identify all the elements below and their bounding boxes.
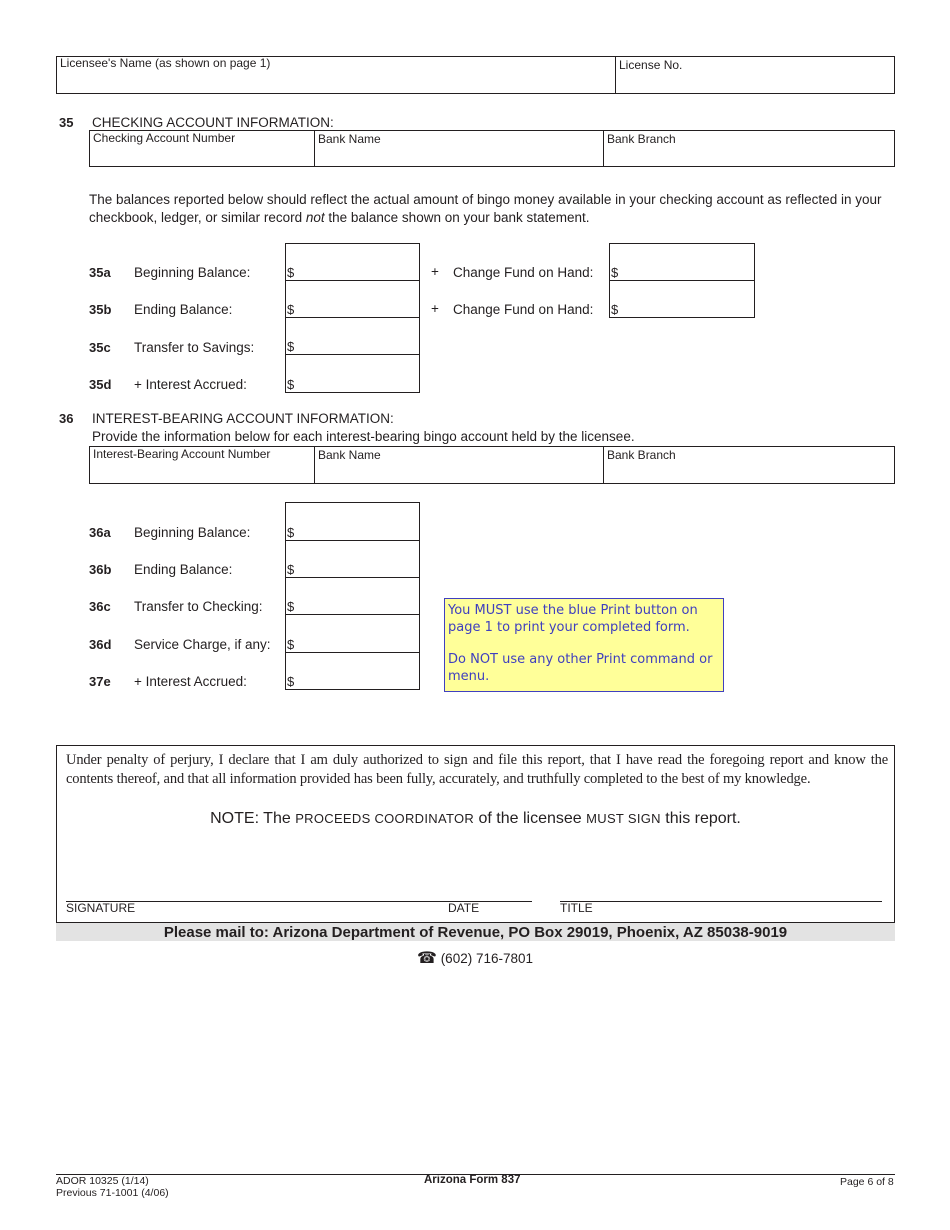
licensee-header-row [56,56,895,94]
print-instruction-note [444,598,724,692]
dollar-sign: $ [611,265,619,280]
dollar-sign: $ [287,265,295,280]
phone-icon: ☎ [416,948,437,967]
ending-balance-35b-field[interactable] [285,280,420,318]
license-no-input[interactable] [619,74,889,92]
row-number: 36c [89,599,111,614]
service-charge-36d-field[interactable] [285,614,420,653]
balance-instructions [89,191,901,227]
interest-account-number-label: Interest-Bearing Account Number [93,447,271,461]
note-must-sign: MUST SIGN [586,811,661,826]
amount-input[interactable] [296,262,414,278]
row-number: 35c [89,340,111,355]
amount-input[interactable] [296,559,414,575]
title-line[interactable] [560,901,882,902]
interest-accrued-37e-field[interactable] [285,652,420,690]
mailing-address-bar [56,923,895,941]
row-number: 35b [89,302,112,317]
licensee-name-input[interactable] [60,73,610,91]
bank-name-label: Bank Name [318,132,381,146]
ending-balance-36b-field[interactable] [285,540,420,578]
row-label: Beginning Balance: [134,265,251,280]
mailing-address: Please mail to: Arizona Department of Revenue, PO Box 29019, Phoenix, AZ 85038-9019 [163,924,788,941]
print-note-line-2: Do NOT use any other Print command or menu. [448,652,713,684]
row-label: Transfer to Checking: [134,599,263,614]
row-number: 36b [89,562,112,577]
checking-account-table [89,130,895,167]
note-proceeds-coordinator: PROCEEDS COORDINATOR [295,811,475,826]
dollar-sign: $ [287,599,295,614]
amount-input[interactable] [296,374,414,390]
bank-name-input[interactable] [318,147,598,165]
transfer-to-savings-35c-field[interactable] [285,317,420,355]
declaration-box [56,745,895,923]
section-36-title: INTEREST-BEARING ACCOUNT INFORMATION: [92,411,394,426]
change-fund-1-field[interactable] [609,243,755,281]
phone-number: (602) 716-7801 [440,951,534,966]
licensee-name-label: Licensee's Name (as shown on page 1) [60,56,271,70]
interest-accrued-35d-field[interactable] [285,354,420,393]
bank-name-cell [314,131,604,166]
row-label: + Interest Accrued: [134,674,247,689]
date-label: DATE [448,901,480,915]
declaration-text: Under penalty of perjury, I declare that I am duly authorized to sign and file this report, that I have read the foregoing report and know the contents thereof, and that all information provided has been fully, accurately, and truthfully completed to the best of my knowledge. [66,752,888,787]
instructions-not: not [305,210,325,225]
dollar-sign: $ [287,339,295,354]
title-label: TITLE [560,901,593,915]
plus-sign: + [431,301,439,316]
row-number: 35d [89,377,112,392]
dollar-sign: $ [287,674,295,689]
section-35-title: CHECKING ACCOUNT INFORMATION: [92,115,334,130]
note-suffix: this report. [660,810,741,827]
bank-name-cell [314,447,604,483]
instructions-text-1: The balances reported below should reflect the actual amount of bingo money available in your checking account as reflected in your checkbook, ledger, or similar record [89,192,882,225]
note-prefix: NOTE: The [210,810,296,827]
amount-input[interactable] [620,262,748,278]
previous-form: Previous 71-1001 (4/06) [56,1187,169,1199]
plus-sign: + [431,264,439,279]
section-35-number: 35 [59,115,74,130]
bank-branch-input[interactable] [607,147,887,165]
row-label: Transfer to Savings: [134,340,255,355]
phone-line [0,948,950,967]
note-mid: of the licensee [474,810,587,827]
section-36-subtitle: Provide the information below for each interest-bearing bingo account held by the licensee. [92,429,635,444]
form-code: ADOR 10325 (1/14) [56,1175,149,1187]
amount-input[interactable] [296,336,414,352]
bank-branch-cell [603,447,894,483]
license-no-label: License No. [619,58,683,72]
instructions-text-2: the balance shown on your bank statement. [324,210,590,225]
signature-label: SIGNATURE [66,901,136,915]
amount-input[interactable] [296,299,414,315]
interest-account-table [89,446,895,484]
dollar-sign: $ [287,302,295,317]
bank-branch-label: Bank Branch [607,448,676,462]
change-fund-2-field[interactable] [609,280,755,318]
row-number: 35a [89,265,111,280]
section-36-number: 36 [59,411,74,426]
amount-input[interactable] [296,671,414,687]
row-number: 36d [89,637,112,652]
dollar-sign: $ [287,637,295,652]
interest-account-number-input[interactable] [93,463,308,481]
print-note-line-1: You MUST use the blue Print button on page 1 to print your completed form. [448,603,698,635]
dollar-sign: $ [611,302,619,317]
dollar-sign: $ [287,377,295,392]
checking-account-number-input[interactable] [93,147,308,165]
row-label: Ending Balance: [134,302,233,317]
bank-name-label: Bank Name [318,448,381,462]
amount-input[interactable] [620,299,748,315]
transfer-to-checking-36c-field[interactable] [285,577,420,615]
amount-input[interactable] [296,634,414,650]
amount-input[interactable] [296,522,414,538]
row-label: Service Charge, if any: [134,637,271,652]
bank-name-input[interactable] [318,463,598,481]
amount-input[interactable] [296,596,414,612]
bank-branch-cell [603,131,894,166]
row-label: + Interest Accrued: [134,377,247,392]
row-number: 36a [89,525,111,540]
beginning-balance-36a-field[interactable] [285,502,420,541]
dollar-sign: $ [287,562,295,577]
form-name: Arizona Form 837 [424,1174,521,1186]
checking-account-number-label: Checking Account Number [93,131,236,145]
row-label: Ending Balance: [134,562,233,577]
signing-note [57,810,894,828]
beginning-balance-35a-field[interactable] [285,243,420,281]
dollar-sign: $ [287,525,295,540]
change-fund-label: Change Fund on Hand: [453,302,594,317]
row-number: 37e [89,674,111,689]
change-fund-label: Change Fund on Hand: [453,265,594,280]
bank-branch-label: Bank Branch [607,132,676,146]
page-number: Page 6 of 8 [840,1176,894,1188]
bank-branch-input[interactable] [607,463,887,481]
license-no-cell [615,57,894,93]
row-label: Beginning Balance: [134,525,251,540]
